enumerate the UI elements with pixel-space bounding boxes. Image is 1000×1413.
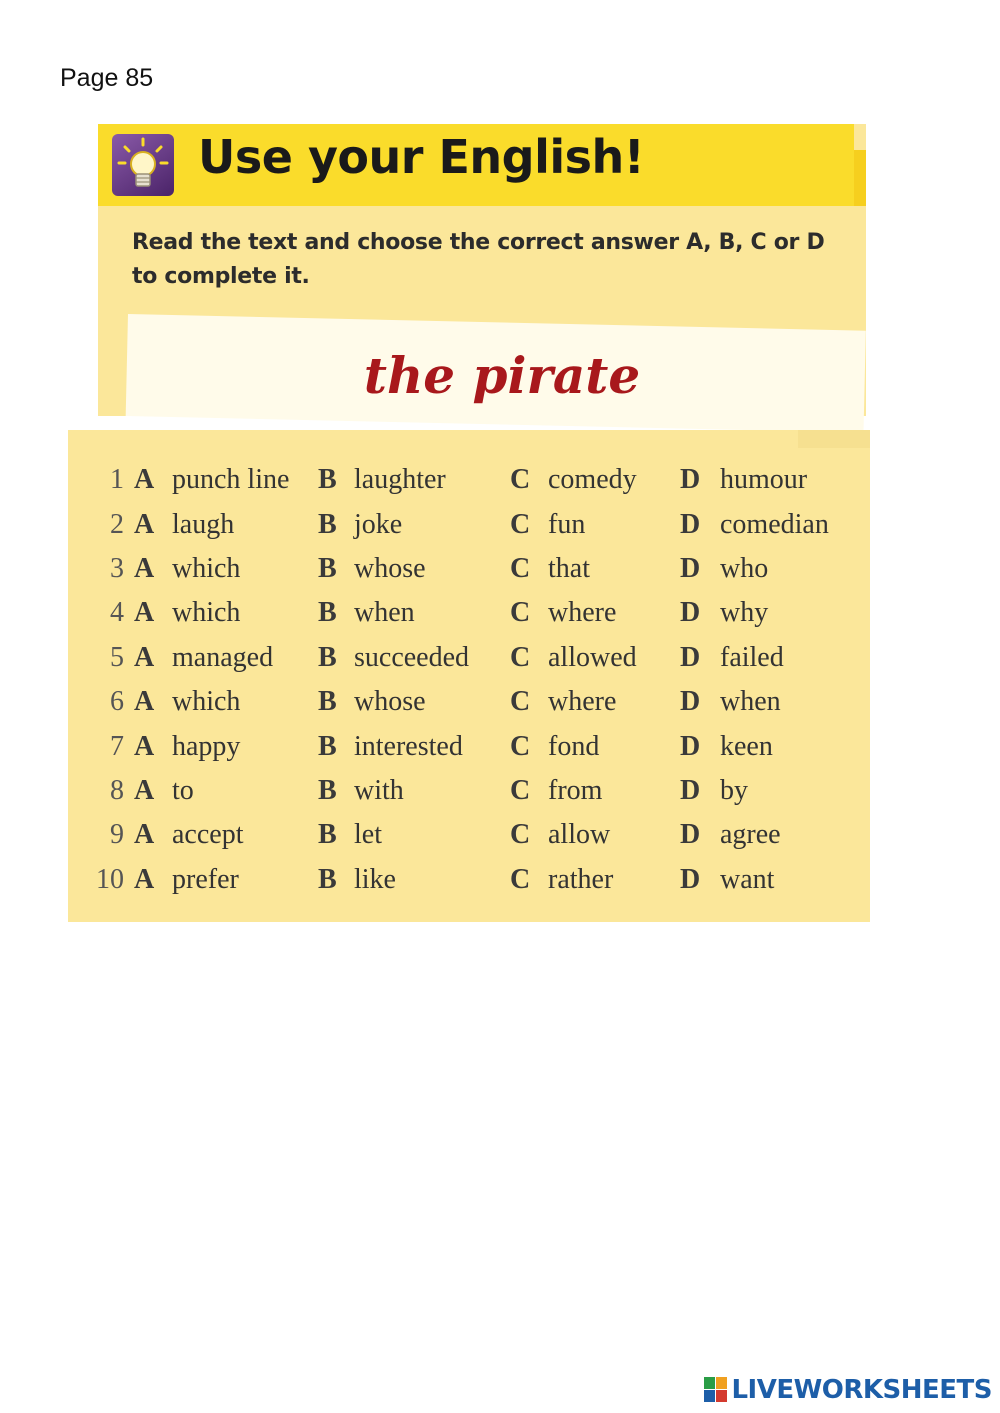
question-row <box>80 502 850 546</box>
exercise-header-panel <box>98 124 866 416</box>
question-number: 3 <box>110 552 124 584</box>
option-letter-a: A <box>134 730 155 762</box>
option-letter-a: A <box>134 597 155 629</box>
instructions <box>132 226 852 294</box>
option-letter-b: B <box>318 464 337 496</box>
option-c[interactable]: comedy <box>548 464 637 496</box>
option-letter-c: C <box>510 597 531 629</box>
option-d[interactable]: want <box>720 863 775 895</box>
option-b[interactable]: like <box>354 863 396 895</box>
option-b[interactable]: with <box>354 774 404 806</box>
option-letter-a: A <box>134 464 155 496</box>
instruction-line: to complete it. <box>132 264 310 289</box>
option-a[interactable]: accept <box>172 819 244 851</box>
question-row <box>80 591 850 635</box>
option-b[interactable]: interested <box>354 730 463 762</box>
question-number: 2 <box>110 508 124 540</box>
option-d[interactable]: by <box>720 774 748 806</box>
question-row <box>80 813 850 857</box>
option-letter-c: C <box>510 464 531 496</box>
brand-name: LIVEWORKSHEETS <box>731 1375 992 1405</box>
brand-logo <box>704 1374 992 1406</box>
option-letter-b: B <box>318 508 337 540</box>
title-band <box>98 124 854 206</box>
option-letter-b: B <box>318 597 337 629</box>
option-a[interactable]: which <box>172 552 241 584</box>
option-a[interactable]: punch line <box>172 464 290 496</box>
option-d[interactable]: agree <box>720 819 781 851</box>
option-b[interactable]: let <box>354 819 382 851</box>
option-a[interactable]: happy <box>172 730 241 762</box>
option-letter-d: D <box>680 508 701 540</box>
options-panel <box>68 430 870 922</box>
option-letter-d: D <box>680 464 701 496</box>
option-b[interactable]: when <box>354 597 415 629</box>
option-c[interactable]: from <box>548 774 603 806</box>
option-letter-c: C <box>510 552 531 584</box>
option-a[interactable]: which <box>172 686 241 718</box>
question-number: 7 <box>110 730 124 762</box>
option-letter-b: B <box>318 819 337 851</box>
option-b[interactable]: whose <box>354 686 426 718</box>
option-letter-b: B <box>318 730 337 762</box>
option-letter-b: B <box>318 774 337 806</box>
question-row <box>80 680 850 724</box>
option-letter-d: D <box>680 686 701 718</box>
lightbulb-icon <box>112 134 174 196</box>
option-letter-d: D <box>680 774 701 806</box>
option-letter-d: D <box>680 641 701 673</box>
option-a[interactable]: managed <box>172 641 274 673</box>
option-letter-c: C <box>510 863 531 895</box>
option-b[interactable]: joke <box>354 508 403 540</box>
option-letter-c: C <box>510 686 531 718</box>
option-d[interactable]: failed <box>720 641 784 673</box>
option-a[interactable]: laugh <box>172 508 235 540</box>
option-letter-b: B <box>318 641 337 673</box>
question-number: 1 <box>110 464 124 496</box>
option-b[interactable]: succeeded <box>354 641 470 673</box>
question-number: 4 <box>110 597 124 629</box>
section-title: Use your English! <box>198 130 645 184</box>
liveworksheets-logo-icon <box>704 1377 728 1403</box>
question-number: 6 <box>110 686 124 718</box>
question-number: 5 <box>110 641 124 673</box>
instruction-line: Read the text and choose the correct answer A, B, C or D <box>132 230 825 255</box>
question-row <box>80 458 850 502</box>
option-letter-c: C <box>510 730 531 762</box>
option-letter-c: C <box>510 819 531 851</box>
option-a[interactable]: which <box>172 597 241 629</box>
option-d[interactable]: who <box>720 552 769 584</box>
option-letter-a: A <box>134 552 155 584</box>
question-row <box>80 636 850 680</box>
option-b[interactable]: laughter <box>354 464 446 496</box>
option-d[interactable]: comedian <box>720 508 829 540</box>
question-row <box>80 547 850 591</box>
option-c[interactable]: fond <box>548 730 600 762</box>
option-c[interactable]: allow <box>548 819 611 851</box>
option-letter-b: B <box>318 552 337 584</box>
question-number: 9 <box>110 819 124 851</box>
option-c[interactable]: where <box>548 686 617 718</box>
option-letter-d: D <box>680 819 701 851</box>
option-d[interactable]: why <box>720 597 769 629</box>
option-letter-a: A <box>134 508 155 540</box>
story-title: the pirate <box>363 346 641 405</box>
paper-fold <box>798 430 870 448</box>
option-letter-c: C <box>510 641 531 673</box>
option-letter-b: B <box>318 686 337 718</box>
option-c[interactable]: fun <box>548 508 586 540</box>
question-row <box>80 724 850 768</box>
option-d[interactable]: humour <box>720 464 808 496</box>
option-a[interactable]: to <box>172 774 194 806</box>
option-c[interactable]: where <box>548 597 617 629</box>
option-letter-d: D <box>680 597 701 629</box>
option-letter-a: A <box>134 641 155 673</box>
option-b[interactable]: whose <box>354 552 426 584</box>
option-letter-d: D <box>680 730 701 762</box>
option-c[interactable]: that <box>548 552 590 584</box>
options-table <box>80 458 850 902</box>
question-row <box>80 858 850 902</box>
option-a[interactable]: prefer <box>172 863 239 895</box>
option-c[interactable]: rather <box>548 863 614 895</box>
option-c[interactable]: allowed <box>548 641 637 673</box>
question-number: 10 <box>96 863 124 895</box>
option-letter-a: A <box>134 819 155 851</box>
question-number: 8 <box>110 774 124 806</box>
option-letter-c: C <box>510 508 531 540</box>
option-letter-d: D <box>680 863 701 895</box>
option-d[interactable]: keen <box>720 730 773 762</box>
option-letter-a: A <box>134 863 155 895</box>
option-letter-a: A <box>134 686 155 718</box>
page-number: Page 85 <box>60 64 154 92</box>
option-letter-d: D <box>680 552 701 584</box>
option-letter-b: B <box>318 863 337 895</box>
option-d[interactable]: when <box>720 686 781 718</box>
option-letter-c: C <box>510 774 531 806</box>
option-letter-a: A <box>134 774 155 806</box>
question-row <box>80 769 850 813</box>
